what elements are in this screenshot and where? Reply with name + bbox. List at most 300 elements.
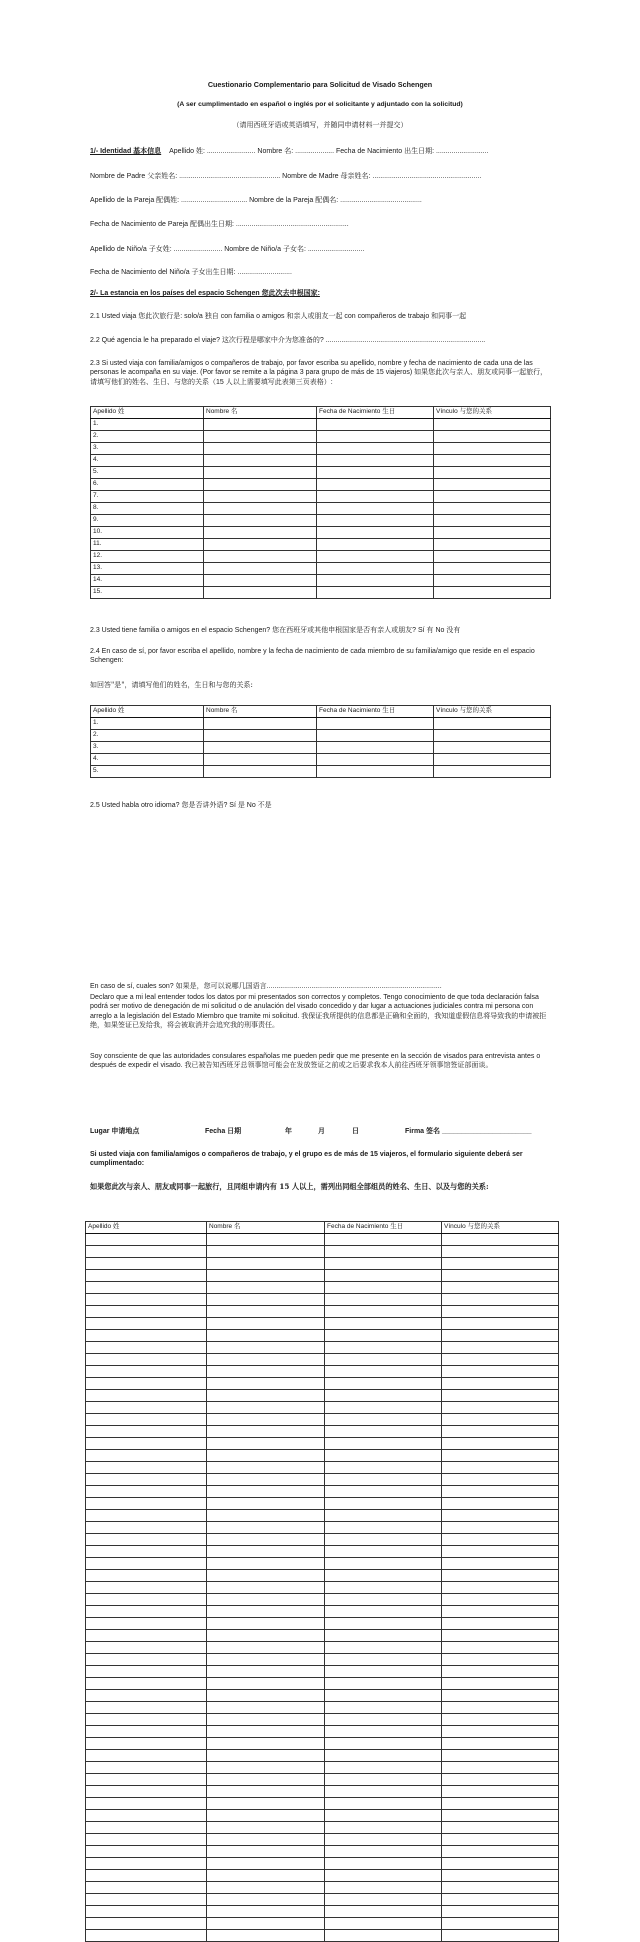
table-cell[interactable]: [434, 742, 551, 754]
table-cell[interactable]: [442, 1750, 559, 1762]
table-cell[interactable]: [207, 1606, 325, 1618]
table-cell[interactable]: [442, 1282, 559, 1294]
table-cell[interactable]: [442, 1654, 559, 1666]
table-cell[interactable]: [86, 1846, 207, 1858]
table-cell[interactable]: [207, 1882, 325, 1894]
table-cell[interactable]: [442, 1462, 559, 1474]
table-cell[interactable]: [434, 479, 551, 491]
table-cell[interactable]: [325, 1342, 442, 1354]
table-cell[interactable]: [317, 766, 434, 778]
table-cell[interactable]: [207, 1666, 325, 1678]
table-cell[interactable]: [434, 754, 551, 766]
table-cell[interactable]: [442, 1666, 559, 1678]
table-cell[interactable]: [86, 1534, 207, 1546]
table-cell[interactable]: [325, 1354, 442, 1366]
table-cell[interactable]: [207, 1462, 325, 1474]
table-cell[interactable]: [325, 1882, 442, 1894]
table-cell[interactable]: [325, 1738, 442, 1750]
table-cell[interactable]: [434, 431, 551, 443]
table-cell[interactable]: 13.: [91, 563, 204, 575]
table-cell[interactable]: [317, 742, 434, 754]
table-cell[interactable]: [434, 539, 551, 551]
table-cell[interactable]: [207, 1402, 325, 1414]
table-cell[interactable]: [325, 1918, 442, 1930]
table-cell[interactable]: [207, 1342, 325, 1354]
table-cell[interactable]: [207, 1414, 325, 1426]
table-cell[interactable]: [325, 1270, 442, 1282]
table-cell[interactable]: [442, 1858, 559, 1870]
table-cell[interactable]: [442, 1930, 559, 1942]
table-cell[interactable]: [317, 455, 434, 467]
table-cell[interactable]: [86, 1690, 207, 1702]
table-cell[interactable]: 6.: [91, 479, 204, 491]
table-cell[interactable]: [325, 1390, 442, 1402]
table-cell[interactable]: [325, 1246, 442, 1258]
table-cell[interactable]: [86, 1438, 207, 1450]
table-cell[interactable]: [325, 1702, 442, 1714]
table-cell[interactable]: [317, 730, 434, 742]
table-cell[interactable]: [325, 1438, 442, 1450]
table-cell[interactable]: [325, 1318, 442, 1330]
table-cell[interactable]: 2.: [91, 730, 204, 742]
table-cell[interactable]: [442, 1762, 559, 1774]
table-cell[interactable]: [207, 1726, 325, 1738]
table-cell[interactable]: [207, 1474, 325, 1486]
table-cell[interactable]: [325, 1234, 442, 1246]
table-cell[interactable]: [325, 1930, 442, 1942]
table-cell[interactable]: 1.: [91, 718, 204, 730]
table-cell[interactable]: [207, 1630, 325, 1642]
table-cell[interactable]: [204, 575, 317, 587]
table-cell[interactable]: [86, 1390, 207, 1402]
table-cell[interactable]: [434, 419, 551, 431]
table-cell[interactable]: [442, 1906, 559, 1918]
table-cell[interactable]: [86, 1594, 207, 1606]
table-cell[interactable]: [86, 1930, 207, 1942]
table-cell[interactable]: [325, 1330, 442, 1342]
table-cell[interactable]: [207, 1738, 325, 1750]
table-cell[interactable]: [86, 1426, 207, 1438]
table-cell[interactable]: [325, 1678, 442, 1690]
table-cell[interactable]: [325, 1666, 442, 1678]
table-cell[interactable]: [325, 1486, 442, 1498]
table-cell[interactable]: [325, 1510, 442, 1522]
table-cell[interactable]: [442, 1582, 559, 1594]
table-cell[interactable]: [207, 1546, 325, 1558]
table-cell[interactable]: [86, 1834, 207, 1846]
table-cell[interactable]: [86, 1450, 207, 1462]
table-cell[interactable]: [86, 1654, 207, 1666]
table-cell[interactable]: [86, 1642, 207, 1654]
table-cell[interactable]: [325, 1858, 442, 1870]
table-cell[interactable]: [325, 1546, 442, 1558]
table-cell[interactable]: [86, 1318, 207, 1330]
table-cell[interactable]: [442, 1918, 559, 1930]
table-cell[interactable]: [86, 1918, 207, 1930]
table-cell[interactable]: [325, 1822, 442, 1834]
table-cell[interactable]: [204, 754, 317, 766]
table-cell[interactable]: [325, 1906, 442, 1918]
table-cell[interactable]: [204, 491, 317, 503]
table-cell[interactable]: [86, 1378, 207, 1390]
table-cell[interactable]: [86, 1630, 207, 1642]
table-cell[interactable]: [207, 1318, 325, 1330]
table-cell[interactable]: [442, 1306, 559, 1318]
table-cell[interactable]: [207, 1294, 325, 1306]
table-cell[interactable]: [325, 1294, 442, 1306]
table-cell[interactable]: [325, 1282, 442, 1294]
table-cell[interactable]: [86, 1870, 207, 1882]
table-cell[interactable]: [325, 1366, 442, 1378]
table-cell[interactable]: [86, 1810, 207, 1822]
table-cell[interactable]: [325, 1558, 442, 1570]
table-cell[interactable]: [86, 1402, 207, 1414]
table-cell[interactable]: 1.: [91, 419, 204, 431]
table-cell[interactable]: [442, 1642, 559, 1654]
table-cell[interactable]: [317, 503, 434, 515]
table-cell[interactable]: [442, 1570, 559, 1582]
table-cell[interactable]: [317, 467, 434, 479]
table-cell[interactable]: [317, 443, 434, 455]
table-cell[interactable]: [325, 1630, 442, 1642]
table-cell[interactable]: [207, 1750, 325, 1762]
table-cell[interactable]: [86, 1894, 207, 1906]
table-cell[interactable]: [86, 1906, 207, 1918]
table-cell[interactable]: [442, 1450, 559, 1462]
table-cell[interactable]: [317, 539, 434, 551]
table-cell[interactable]: 3.: [91, 742, 204, 754]
table-cell[interactable]: [207, 1270, 325, 1282]
table-cell[interactable]: [86, 1678, 207, 1690]
table-cell[interactable]: [442, 1426, 559, 1438]
table-cell[interactable]: [442, 1342, 559, 1354]
table-cell[interactable]: [207, 1426, 325, 1438]
table-cell[interactable]: [442, 1294, 559, 1306]
table-cell[interactable]: [86, 1330, 207, 1342]
table-cell[interactable]: 4.: [91, 754, 204, 766]
table-cell[interactable]: [325, 1450, 442, 1462]
table-cell[interactable]: [434, 563, 551, 575]
table-cell[interactable]: [434, 587, 551, 599]
table-cell[interactable]: [86, 1882, 207, 1894]
table-cell[interactable]: [86, 1822, 207, 1834]
table-cell[interactable]: [325, 1894, 442, 1906]
table-cell[interactable]: [86, 1774, 207, 1786]
table-cell[interactable]: [317, 419, 434, 431]
table-cell[interactable]: [86, 1282, 207, 1294]
table-cell[interactable]: [86, 1498, 207, 1510]
table-cell[interactable]: [325, 1378, 442, 1390]
table-cell[interactable]: [207, 1570, 325, 1582]
table-cell[interactable]: [86, 1726, 207, 1738]
table-cell[interactable]: [325, 1762, 442, 1774]
table-cell[interactable]: [207, 1510, 325, 1522]
table-cell[interactable]: [207, 1354, 325, 1366]
table-cell[interactable]: 2.: [91, 431, 204, 443]
table-cell[interactable]: [442, 1714, 559, 1726]
table-cell[interactable]: [86, 1786, 207, 1798]
table-cell[interactable]: [207, 1906, 325, 1918]
table-cell[interactable]: [204, 443, 317, 455]
table-cell[interactable]: [207, 1654, 325, 1666]
table-cell[interactable]: [434, 766, 551, 778]
table-cell[interactable]: [204, 587, 317, 599]
table-cell[interactable]: [325, 1606, 442, 1618]
table-cell[interactable]: [204, 419, 317, 431]
table-cell[interactable]: [317, 718, 434, 730]
table-cell[interactable]: [207, 1930, 325, 1942]
table-cell[interactable]: [325, 1402, 442, 1414]
table-cell[interactable]: [325, 1642, 442, 1654]
table-cell[interactable]: [434, 491, 551, 503]
table-cell[interactable]: [325, 1570, 442, 1582]
table-cell[interactable]: 3.: [91, 443, 204, 455]
table-cell[interactable]: [207, 1366, 325, 1378]
table-cell[interactable]: [207, 1822, 325, 1834]
table-cell[interactable]: [442, 1390, 559, 1402]
table-cell[interactable]: [86, 1714, 207, 1726]
table-cell[interactable]: [442, 1738, 559, 1750]
table-cell[interactable]: [86, 1702, 207, 1714]
table-cell[interactable]: 7.: [91, 491, 204, 503]
table-cell[interactable]: [442, 1870, 559, 1882]
table-cell[interactable]: [207, 1798, 325, 1810]
table-cell[interactable]: 14.: [91, 575, 204, 587]
table-cell[interactable]: [325, 1750, 442, 1762]
table-cell[interactable]: [317, 479, 434, 491]
table-cell[interactable]: [207, 1642, 325, 1654]
table-cell[interactable]: [442, 1246, 559, 1258]
table-cell[interactable]: [86, 1546, 207, 1558]
table-cell[interactable]: [204, 479, 317, 491]
table-cell[interactable]: [204, 766, 317, 778]
table-cell[interactable]: [434, 527, 551, 539]
table-cell[interactable]: [434, 443, 551, 455]
table-cell[interactable]: [204, 742, 317, 754]
table-cell[interactable]: 5.: [91, 467, 204, 479]
table-cell[interactable]: [86, 1798, 207, 1810]
table-cell[interactable]: [86, 1762, 207, 1774]
table-cell[interactable]: [207, 1810, 325, 1822]
table-cell[interactable]: [86, 1582, 207, 1594]
table-cell[interactable]: [86, 1342, 207, 1354]
table-cell[interactable]: [442, 1402, 559, 1414]
table-cell[interactable]: [86, 1306, 207, 1318]
table-cell[interactable]: [442, 1798, 559, 1810]
table-cell[interactable]: [317, 431, 434, 443]
table-cell[interactable]: [442, 1510, 559, 1522]
table-cell[interactable]: [207, 1846, 325, 1858]
table-cell[interactable]: [442, 1534, 559, 1546]
table-cell[interactable]: [325, 1594, 442, 1606]
table-cell[interactable]: [442, 1414, 559, 1426]
table-cell[interactable]: [86, 1234, 207, 1246]
table-cell[interactable]: [86, 1666, 207, 1678]
table-cell[interactable]: 8.: [91, 503, 204, 515]
table-cell[interactable]: [86, 1858, 207, 1870]
table-cell[interactable]: [86, 1366, 207, 1378]
table-cell[interactable]: 15.: [91, 587, 204, 599]
table-cell[interactable]: [442, 1354, 559, 1366]
table-cell[interactable]: [207, 1786, 325, 1798]
table-cell[interactable]: [207, 1450, 325, 1462]
table-cell[interactable]: [325, 1846, 442, 1858]
table-cell[interactable]: [325, 1426, 442, 1438]
table-cell[interactable]: [442, 1486, 559, 1498]
table-cell[interactable]: [207, 1762, 325, 1774]
table-cell[interactable]: 10.: [91, 527, 204, 539]
table-cell[interactable]: [325, 1582, 442, 1594]
table-cell[interactable]: [207, 1714, 325, 1726]
table-cell[interactable]: [204, 455, 317, 467]
table-cell[interactable]: [207, 1858, 325, 1870]
table-cell[interactable]: [317, 575, 434, 587]
table-cell[interactable]: [207, 1498, 325, 1510]
table-cell[interactable]: [325, 1690, 442, 1702]
table-cell[interactable]: [86, 1522, 207, 1534]
table-cell[interactable]: [207, 1690, 325, 1702]
table-cell[interactable]: [325, 1474, 442, 1486]
table-cell[interactable]: [442, 1594, 559, 1606]
table-cell[interactable]: [434, 730, 551, 742]
table-cell[interactable]: [86, 1354, 207, 1366]
table-cell[interactable]: [207, 1522, 325, 1534]
table-cell[interactable]: [434, 455, 551, 467]
table-cell[interactable]: [442, 1234, 559, 1246]
table-cell[interactable]: [442, 1258, 559, 1270]
table-cell[interactable]: [325, 1498, 442, 1510]
table-cell[interactable]: [86, 1738, 207, 1750]
table-cell[interactable]: [207, 1870, 325, 1882]
table-cell[interactable]: [434, 551, 551, 563]
table-cell[interactable]: [434, 515, 551, 527]
table-cell[interactable]: [204, 551, 317, 563]
table-cell[interactable]: [442, 1630, 559, 1642]
table-cell[interactable]: [325, 1834, 442, 1846]
table-cell[interactable]: [442, 1546, 559, 1558]
table-cell[interactable]: [325, 1618, 442, 1630]
table-cell[interactable]: [325, 1654, 442, 1666]
table-cell[interactable]: [86, 1618, 207, 1630]
table-cell[interactable]: [204, 718, 317, 730]
table-cell[interactable]: [207, 1282, 325, 1294]
table-cell[interactable]: [207, 1234, 325, 1246]
table-cell[interactable]: [86, 1510, 207, 1522]
table-cell[interactable]: [86, 1462, 207, 1474]
table-cell[interactable]: [442, 1378, 559, 1390]
table-cell[interactable]: [207, 1438, 325, 1450]
table-cell[interactable]: [325, 1726, 442, 1738]
table-cell[interactable]: [442, 1498, 559, 1510]
table-cell[interactable]: 11.: [91, 539, 204, 551]
table-cell[interactable]: [207, 1618, 325, 1630]
table-cell[interactable]: [325, 1306, 442, 1318]
table-cell[interactable]: [434, 718, 551, 730]
table-cell[interactable]: [325, 1258, 442, 1270]
table-cell[interactable]: [204, 539, 317, 551]
table-cell[interactable]: [325, 1774, 442, 1786]
table-cell[interactable]: [442, 1882, 559, 1894]
table-cell[interactable]: [86, 1570, 207, 1582]
table-cell[interactable]: [86, 1750, 207, 1762]
table-cell[interactable]: [207, 1894, 325, 1906]
table-cell[interactable]: [434, 467, 551, 479]
table-cell[interactable]: [317, 563, 434, 575]
table-cell[interactable]: [317, 491, 434, 503]
table-cell[interactable]: [86, 1246, 207, 1258]
table-cell[interactable]: [325, 1870, 442, 1882]
table-cell[interactable]: [442, 1438, 559, 1450]
table-cell[interactable]: [86, 1414, 207, 1426]
table-cell[interactable]: [86, 1606, 207, 1618]
table-cell[interactable]: [442, 1678, 559, 1690]
table-cell[interactable]: [317, 754, 434, 766]
table-cell[interactable]: [442, 1834, 559, 1846]
table-cell[interactable]: [204, 503, 317, 515]
table-cell[interactable]: [86, 1294, 207, 1306]
table-cell[interactable]: [442, 1810, 559, 1822]
table-cell[interactable]: [442, 1822, 559, 1834]
table-cell[interactable]: [86, 1270, 207, 1282]
table-cell[interactable]: [207, 1306, 325, 1318]
table-cell[interactable]: [442, 1558, 559, 1570]
table-cell[interactable]: 12.: [91, 551, 204, 563]
table-cell[interactable]: [442, 1702, 559, 1714]
table-cell[interactable]: [204, 563, 317, 575]
table-cell[interactable]: [207, 1246, 325, 1258]
table-cell[interactable]: [442, 1690, 559, 1702]
table-cell[interactable]: [204, 527, 317, 539]
table-cell[interactable]: [207, 1702, 325, 1714]
table-cell[interactable]: [204, 515, 317, 527]
table-cell[interactable]: [204, 467, 317, 479]
table-cell[interactable]: [442, 1366, 559, 1378]
table-cell[interactable]: [442, 1894, 559, 1906]
table-cell[interactable]: [207, 1486, 325, 1498]
table-cell[interactable]: [442, 1618, 559, 1630]
table-cell[interactable]: [86, 1474, 207, 1486]
table-cell[interactable]: [207, 1558, 325, 1570]
table-cell[interactable]: [86, 1258, 207, 1270]
table-cell[interactable]: [325, 1522, 442, 1534]
table-cell[interactable]: [325, 1786, 442, 1798]
table-cell[interactable]: [207, 1534, 325, 1546]
table-cell[interactable]: [207, 1594, 325, 1606]
table-cell[interactable]: [86, 1486, 207, 1498]
table-cell[interactable]: [442, 1330, 559, 1342]
table-cell[interactable]: [207, 1330, 325, 1342]
table-cell[interactable]: [204, 431, 317, 443]
table-cell[interactable]: [317, 527, 434, 539]
table-cell[interactable]: [325, 1462, 442, 1474]
table-cell[interactable]: [207, 1678, 325, 1690]
table-cell[interactable]: [325, 1534, 442, 1546]
table-cell[interactable]: [434, 575, 551, 587]
table-cell[interactable]: [442, 1270, 559, 1282]
table-cell[interactable]: [86, 1558, 207, 1570]
table-cell[interactable]: [442, 1846, 559, 1858]
table-cell[interactable]: [325, 1810, 442, 1822]
table-cell[interactable]: [442, 1606, 559, 1618]
table-cell[interactable]: [442, 1318, 559, 1330]
table-cell[interactable]: 5.: [91, 766, 204, 778]
table-cell[interactable]: [207, 1582, 325, 1594]
table-cell[interactable]: [207, 1258, 325, 1270]
table-cell[interactable]: [317, 587, 434, 599]
table-cell[interactable]: [317, 551, 434, 563]
table-cell[interactable]: 4.: [91, 455, 204, 467]
table-cell[interactable]: [207, 1834, 325, 1846]
